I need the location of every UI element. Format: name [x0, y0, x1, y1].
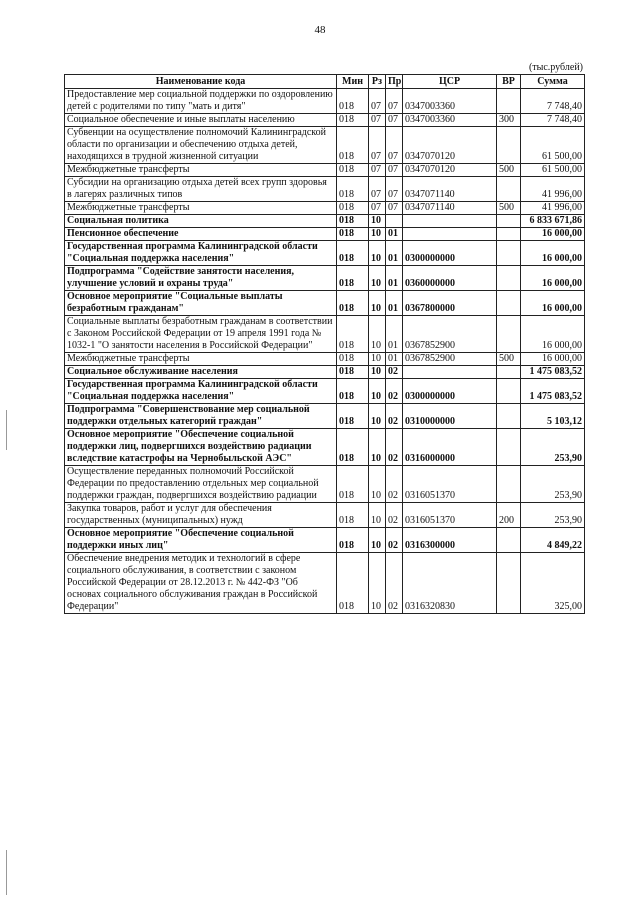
- cell-sum: 253,90: [521, 503, 585, 528]
- cell-sum: 16 000,00: [521, 241, 585, 266]
- cell-min: 018: [337, 89, 369, 114]
- cell-csr: [403, 215, 497, 228]
- table-row: [65, 503, 585, 528]
- table-body: [65, 89, 585, 614]
- cell-vr: [497, 89, 521, 114]
- cell-vr: [497, 228, 521, 241]
- cell-sum: 325,00: [521, 553, 585, 614]
- table-row: [65, 241, 585, 266]
- cell-pr: 02: [386, 404, 403, 429]
- cell-rz: 10: [369, 266, 386, 291]
- cell-pr: 02: [386, 528, 403, 553]
- cell-rz: 07: [369, 164, 386, 177]
- cell-sum: 7 748,40: [521, 114, 585, 127]
- cell-min: 018: [337, 404, 369, 429]
- cell-vr: [497, 316, 521, 353]
- cell-rz: 10: [369, 466, 386, 503]
- cell-csr: 0360000000: [403, 266, 497, 291]
- cell-vr: 200: [497, 503, 521, 528]
- cell-csr: 0367852900: [403, 353, 497, 366]
- cell-name: Основное мероприятие "Социальные выплаты безработным гражданам": [65, 291, 337, 316]
- cell-csr: 0347003360: [403, 114, 497, 127]
- table-row: [65, 466, 585, 503]
- cell-rz: 10: [369, 241, 386, 266]
- cell-min: 018: [337, 316, 369, 353]
- header-name: Наименование кода: [65, 75, 337, 89]
- cell-name: Межбюджетные трансферты: [65, 164, 337, 177]
- cell-min: 018: [337, 164, 369, 177]
- table-row: [65, 291, 585, 316]
- cell-rz: 07: [369, 89, 386, 114]
- cell-pr: 02: [386, 379, 403, 404]
- cell-name: Социальная политика: [65, 215, 337, 228]
- cell-vr: [497, 553, 521, 614]
- cell-csr: 0367852900: [403, 316, 497, 353]
- scan-margin-mark: [6, 850, 7, 895]
- cell-vr: [497, 177, 521, 202]
- cell-min: 018: [337, 466, 369, 503]
- cell-rz: 10: [369, 379, 386, 404]
- cell-pr: 01: [386, 291, 403, 316]
- cell-sum: 16 000,00: [521, 266, 585, 291]
- cell-name: Предоставление мер социальной поддержки по оздоровлению детей с родителями по типу "мать и дитя": [65, 89, 337, 114]
- cell-min: 018: [337, 241, 369, 266]
- cell-min: 018: [337, 503, 369, 528]
- table-row: [65, 553, 585, 614]
- cell-min: 018: [337, 353, 369, 366]
- cell-name: Государственная программа Калининградской области "Социальная поддержка населения": [65, 379, 337, 404]
- table-row: [65, 404, 585, 429]
- budget-table: [64, 74, 585, 614]
- cell-vr: [497, 127, 521, 164]
- cell-name: Подпрограмма "Совершенствование мер социальной поддержки отдельных категорий граждан": [65, 404, 337, 429]
- cell-csr: 0300000000: [403, 241, 497, 266]
- cell-rz: 10: [369, 215, 386, 228]
- cell-min: 018: [337, 177, 369, 202]
- cell-csr: 0347070120: [403, 127, 497, 164]
- cell-min: 018: [337, 366, 369, 379]
- cell-min: 018: [337, 202, 369, 215]
- cell-rz: 07: [369, 114, 386, 127]
- cell-csr: 0316320830: [403, 553, 497, 614]
- cell-sum: 4 849,22: [521, 528, 585, 553]
- cell-sum: 61 500,00: [521, 127, 585, 164]
- table-row: [65, 89, 585, 114]
- cell-pr: 01: [386, 241, 403, 266]
- header-pr: Пр: [386, 75, 403, 89]
- header-row: [65, 75, 585, 89]
- cell-min: 018: [337, 379, 369, 404]
- cell-csr: 0347003360: [403, 89, 497, 114]
- cell-rz: 10: [369, 353, 386, 366]
- table-row: [65, 379, 585, 404]
- cell-pr: 01: [386, 228, 403, 241]
- cell-csr: 0316000000: [403, 429, 497, 466]
- header-vr: ВР: [497, 75, 521, 89]
- cell-rz: 10: [369, 503, 386, 528]
- cell-name: Социальное обслуживание населения: [65, 366, 337, 379]
- cell-pr: 07: [386, 164, 403, 177]
- cell-sum: 7 748,40: [521, 89, 585, 114]
- cell-min: 018: [337, 528, 369, 553]
- cell-min: 018: [337, 127, 369, 164]
- cell-min: 018: [337, 215, 369, 228]
- cell-name: Межбюджетные трансферты: [65, 353, 337, 366]
- cell-name: Государственная программа Калининградской области "Социальная поддержка населения": [65, 241, 337, 266]
- cell-vr: [497, 429, 521, 466]
- cell-sum: 16 000,00: [521, 316, 585, 353]
- cell-rz: 07: [369, 177, 386, 202]
- cell-pr: 07: [386, 127, 403, 164]
- cell-pr: 02: [386, 366, 403, 379]
- cell-vr: [497, 528, 521, 553]
- cell-sum: 6 833 671,86: [521, 215, 585, 228]
- cell-vr: [497, 215, 521, 228]
- cell-pr: 01: [386, 266, 403, 291]
- table-row: [65, 266, 585, 291]
- cell-csr: 0347071140: [403, 202, 497, 215]
- table-row: [65, 114, 585, 127]
- cell-rz: 10: [369, 291, 386, 316]
- cell-vr: [497, 291, 521, 316]
- scan-margin-mark: [6, 410, 7, 450]
- table-row: [65, 202, 585, 215]
- units-label: (тыс.рублей): [528, 62, 583, 73]
- page-number: 48: [314, 24, 326, 36]
- cell-vr: [497, 266, 521, 291]
- table-row: [65, 228, 585, 241]
- cell-pr: [386, 215, 403, 228]
- table-row: [65, 429, 585, 466]
- cell-min: 018: [337, 429, 369, 466]
- cell-csr: 0316051370: [403, 503, 497, 528]
- cell-rz: 10: [369, 316, 386, 353]
- cell-sum: 16 000,00: [521, 228, 585, 241]
- cell-pr: 02: [386, 553, 403, 614]
- cell-name: Подпрограмма "Содействие занятости населения, улучшение условий и охраны труда": [65, 266, 337, 291]
- cell-csr: [403, 366, 497, 379]
- cell-sum: 1 475 083,52: [521, 379, 585, 404]
- cell-csr: 0316051370: [403, 466, 497, 503]
- cell-rz: 10: [369, 553, 386, 614]
- cell-vr: 500: [497, 164, 521, 177]
- cell-name: Социальное обеспечение и иные выплаты населению: [65, 114, 337, 127]
- header-min: Мин: [337, 75, 369, 89]
- cell-name: Межбюджетные трансферты: [65, 202, 337, 215]
- cell-sum: 41 996,00: [521, 177, 585, 202]
- cell-name: Основное мероприятие "Обеспечение социальной поддержки лиц, подвергшихся воздействию радиации вследствие катастрофы на Чернобыльской АЭС": [65, 429, 337, 466]
- cell-vr: 500: [497, 353, 521, 366]
- cell-csr: 0300000000: [403, 379, 497, 404]
- cell-vr: [497, 241, 521, 266]
- table-row: [65, 353, 585, 366]
- cell-csr: 0367800000: [403, 291, 497, 316]
- cell-min: 018: [337, 266, 369, 291]
- cell-sum: 16 000,00: [521, 353, 585, 366]
- cell-name: Пенсионное обеспечение: [65, 228, 337, 241]
- cell-csr: 0310000000: [403, 404, 497, 429]
- cell-min: 018: [337, 114, 369, 127]
- cell-rz: 07: [369, 127, 386, 164]
- cell-name: Обеспечение внедрения методик и технологий в сфере социального обслуживания, в соответствии с законом Российской Федерации от 28.12.2013 г. № 442-ФЗ "Об основах социального обслуживания граждан в Российской Федерации": [65, 553, 337, 614]
- cell-sum: 41 996,00: [521, 202, 585, 215]
- header-sum: Сумма: [521, 75, 585, 89]
- cell-pr: 07: [386, 177, 403, 202]
- cell-vr: 300: [497, 114, 521, 127]
- cell-vr: [497, 404, 521, 429]
- cell-sum: 1 475 083,52: [521, 366, 585, 379]
- cell-rz: 10: [369, 528, 386, 553]
- cell-sum: 61 500,00: [521, 164, 585, 177]
- cell-sum: 253,90: [521, 466, 585, 503]
- cell-min: 018: [337, 291, 369, 316]
- table-row: [65, 164, 585, 177]
- cell-rz: 10: [369, 429, 386, 466]
- cell-rz: 10: [369, 366, 386, 379]
- cell-pr: 02: [386, 466, 403, 503]
- cell-vr: [497, 366, 521, 379]
- cell-sum: 5 103,12: [521, 404, 585, 429]
- cell-rz: 10: [369, 404, 386, 429]
- cell-rz: 07: [369, 202, 386, 215]
- cell-vr: 500: [497, 202, 521, 215]
- cell-name: Основное мероприятие "Обеспечение социальной поддержки иных лиц": [65, 528, 337, 553]
- cell-pr: 01: [386, 316, 403, 353]
- cell-min: 018: [337, 553, 369, 614]
- cell-vr: [497, 466, 521, 503]
- cell-csr: 0347071140: [403, 177, 497, 202]
- table-row: [65, 127, 585, 164]
- cell-sum: 253,90: [521, 429, 585, 466]
- table-row: [65, 215, 585, 228]
- header-rz: Рз: [369, 75, 386, 89]
- cell-pr: 02: [386, 429, 403, 466]
- table-row: [65, 366, 585, 379]
- cell-pr: 07: [386, 114, 403, 127]
- table-row: [65, 177, 585, 202]
- cell-min: 018: [337, 228, 369, 241]
- cell-csr: 0316300000: [403, 528, 497, 553]
- cell-name: Осуществление переданных полномочий Российской Федерации по предоставлению отдельных мер социальной поддержки граждан, подвергшихся воздействию радиации: [65, 466, 337, 503]
- cell-name: Закупка товаров, работ и услуг для обеспечения государственных (муниципальных) нужд: [65, 503, 337, 528]
- cell-csr: [403, 228, 497, 241]
- cell-pr: 02: [386, 503, 403, 528]
- cell-sum: 16 000,00: [521, 291, 585, 316]
- cell-pr: 01: [386, 353, 403, 366]
- cell-pr: 07: [386, 89, 403, 114]
- cell-name: Субвенции на осуществление полномочий Калининградской области по организации и обеспечению отдыха детей, находящихся в трудной жизненной ситуации: [65, 127, 337, 164]
- cell-rz: 10: [369, 228, 386, 241]
- cell-vr: [497, 379, 521, 404]
- header-csr: ЦСР: [403, 75, 497, 89]
- table-row: [65, 316, 585, 353]
- cell-name: Социальные выплаты безработным гражданам в соответствии с Законом Российской Федерации от 19 апреля 1991 года № 1032-1 "О занятости населения в Российской Федерации": [65, 316, 337, 353]
- cell-pr: 07: [386, 202, 403, 215]
- cell-csr: 0347070120: [403, 164, 497, 177]
- cell-name: Субсидии на организацию отдыха детей всех групп здоровья в лагерях различных типов: [65, 177, 337, 202]
- table-row: [65, 528, 585, 553]
